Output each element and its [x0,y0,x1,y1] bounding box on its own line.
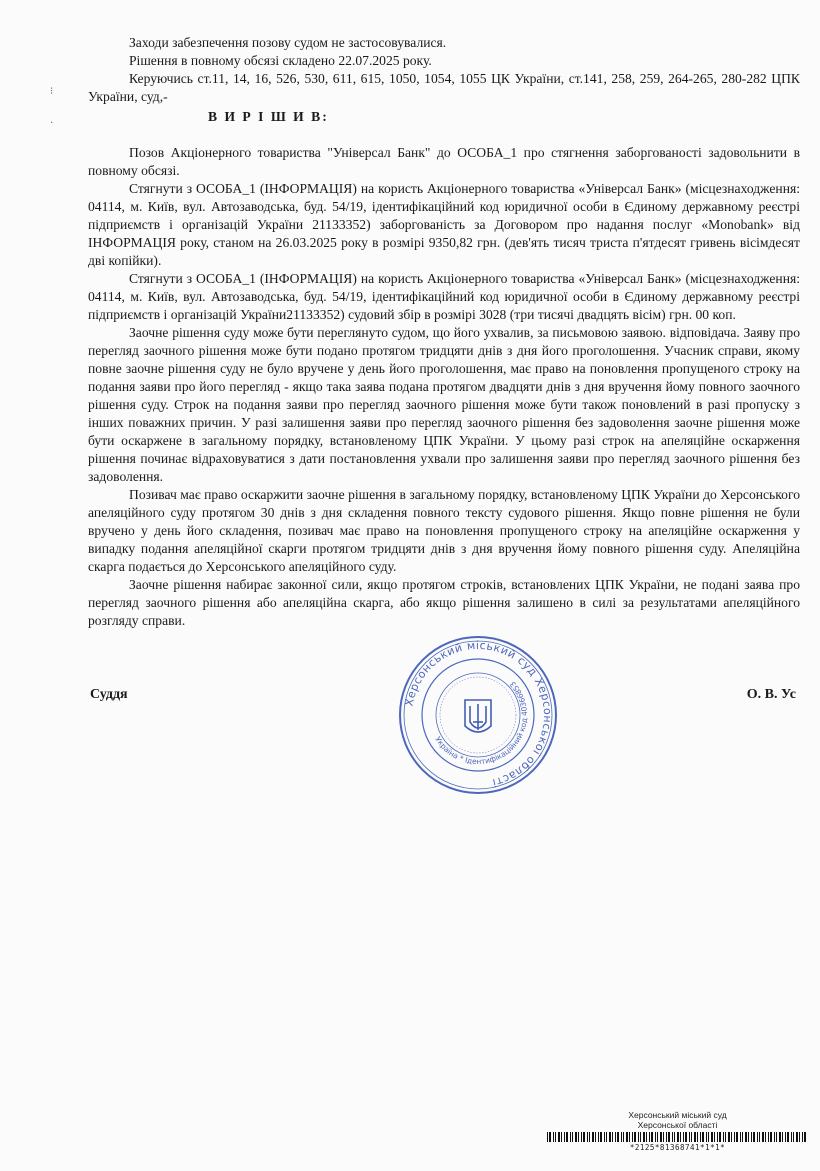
barcode-icon [547,1132,809,1142]
text-line: Керуючись ст.11, 14, 16, 526, 530, 611, 615, 1050, 1054, 1055 ЦК України, ст.141, 258, 259, 264-265, 280-282 ЦПК України, суд,- [88,71,800,104]
seal-outer-text: Херсонський міський суд Херсонської області [402,638,555,790]
svg-text:Україна * Ідентифікаційний код [433,680,529,767]
court-seal [393,630,563,800]
footer-court-line: Херсонської області [637,1120,718,1130]
margin-mark: ⁝ [50,86,54,97]
text-line: Заходи забезпечення позову судом не застосовувалися. [129,35,447,50]
signature-role: Суддя [90,687,128,702]
barcode-number: *2125*81368741*1*1* [629,1143,726,1152]
decision-heading: В И Р І Ш И В: [208,109,329,124]
trident-emblem-icon [465,700,491,732]
footer-court-label [545,1110,810,1153]
paragraph: Позов Акціонерного товариства "Універсал Банк" до ОСОБА_1 про стягнення заборгованості задовольнити в повному обсязі. [88,145,800,178]
seal-inner-text: Україна * Ідентифікаційний код 40366853 [433,679,530,767]
document-body [88,34,800,630]
footer-court-line: Херсонський міський суд [628,1110,727,1120]
paragraph: Стягнути з ОСОБА_1 (ІНФОРМАЦІЯ) на користь Акціонерного товариства «Універсал Банк» (місцезнаходження: 04114, м. Київ, вул. Автозаводська, буд. 54/19, ідентифікаційний код юридичної особи в Єдиному державному реєстрі підприємств і організацій України 21133352) заборгованість за Договором про надання послуг «Monobank» від ІНФОРМАЦІЯ року, станом на 26.03.2025 року в розмірі 9350,82 грн. (дев'ять тисяч триста п'ятдесят гривень вісімдесят дві копійки). [88,181,800,268]
text-line: Рішення в повному обсязі складено 22.07.2025 року. [129,53,432,68]
signature-name: О. В. Ус [746,687,796,702]
margin-mark: · [50,118,54,129]
paragraph: Заочне рішення суду може бути переглянуто судом, що його ухвалив, за письмовою заявою. відповідача. Заяву про перегляд заочного рішення може бути подано протягом тридцяти днів з дня його проголошення. Учасник справи, якому повне заочне рішення суду не було вручене у день його проголошення, має право на поновлення пропущеного строку на подання заяви про його перегляд - якщо така заява подана протягом двадцяти днів з дня вручення йому повного заочного рішення суду. Строк на подання заяви про перегляд заочного рішення може бути також поновлений в разі пропуску з інших поважних причин. У разі залишення заяви про перегляд заочного рішення без задоволення заочне рішення може бути оскаржене в загальному порядку, встановленому ЦПК України. У цьому разі строк на апеляційне оскарження рішення починає відраховуватися з дати постановлення ухвали про залишення заяви про перегляд заочного рішення без задоволення. [88,325,800,484]
paragraph: Позивач має право оскаржити заочне рішення в загальному порядку, встановленому ЦПК України до Херсонського апеляційного суду протягом 30 днів з дня складення повного тексту судового рішення. Якщо повне рішення не були вручено у день його складення, позивач має право на поновлення пропущеного строку на апеляційне оскарження у випадку подання апеляційної скарги протягом тридцяти днів з дня вручення йому повного рішення суду. Апеляційна скарга подається до Херсонського апеляційного суду. [88,487,800,574]
paragraph: Заочне рішення набирає законної сили, якщо протягом строків, встановлених ЦПК України, не подані заява про перегляд заочного рішення або апеляційна скарга, або якщо рішення залишено в силі за результатами апеляційного розгляду справи. [88,577,800,628]
paragraph: Стягнути з ОСОБА_1 (ІНФОРМАЦІЯ) на користь Акціонерного товариства «Універсал Банк» (місцезнаходження: 04114, м. Київ, вул. Автозаводська, буд. 54/19, ідентифікаційний код юридичної особи в Єдиному державному реєстрі підприємств і організацій України21133352) судовий збір в розмірі 3028 (три тисячі двадцять вісім) грн. 00 коп. [88,271,800,322]
